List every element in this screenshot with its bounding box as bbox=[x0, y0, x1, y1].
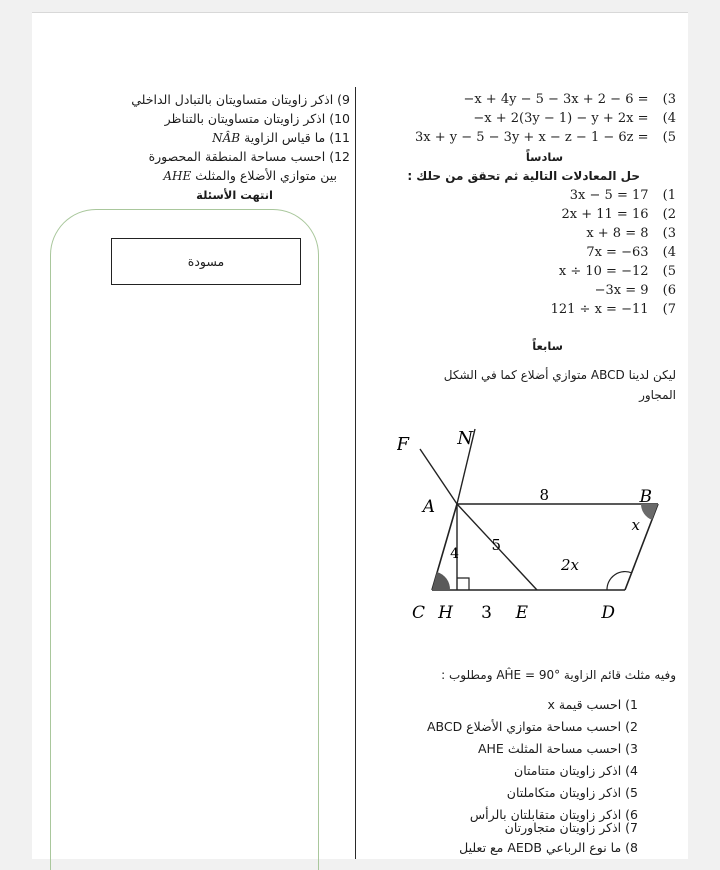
left-column bbox=[32, 12, 355, 859]
question-number: 11) bbox=[329, 130, 350, 145]
section-6-instruction: حل المعادلات التالية ثم تحقق من حلك : bbox=[407, 169, 640, 183]
task-1 bbox=[548, 697, 638, 713]
equation-expression: −3x = 9 bbox=[594, 283, 649, 298]
task-number: 4) bbox=[625, 763, 638, 778]
question-10 bbox=[165, 111, 350, 127]
label-side-8: 8 bbox=[539, 486, 549, 504]
question-text: بين متوازي الأضلاع والمثلث bbox=[195, 168, 337, 183]
task-7 bbox=[505, 820, 638, 836]
task-text: اذكر زاويتان متقابلتان بالرأس bbox=[469, 807, 622, 822]
equation-3 bbox=[586, 226, 676, 242]
label-angle-x: x bbox=[631, 516, 640, 534]
worksheet-page bbox=[32, 12, 688, 859]
equation-expression: 121 ÷ x = −11 bbox=[550, 302, 649, 317]
equation-number: (4 bbox=[662, 245, 676, 260]
equation-number: (3 bbox=[662, 226, 676, 241]
equation-expression: −x + 4y − 5 − 3x + 2 − 6 = bbox=[463, 92, 649, 107]
equation-1 bbox=[570, 188, 676, 204]
label-side-3: 3 bbox=[481, 603, 492, 623]
label-b: B bbox=[639, 487, 652, 507]
task-number: 8) bbox=[625, 840, 638, 855]
equation-expression: 7x = −63 bbox=[586, 245, 649, 260]
question-text: اذكر زاويتان متساويتان بالتناظر bbox=[164, 111, 326, 126]
task-4 bbox=[514, 763, 638, 779]
angle-symbol: NÂB bbox=[212, 131, 241, 145]
column-divider bbox=[355, 87, 356, 859]
task-text: ما نوع الرباعي AEDB مع تعليل bbox=[459, 840, 622, 855]
parallelogram-intro: ليكن لدينا ABCD متوازي أضلاع كما في الشكل bbox=[443, 368, 676, 382]
task-2 bbox=[427, 719, 638, 735]
label-h: H bbox=[438, 603, 453, 623]
question-text: اذكر زاويتان متساويتان بالتبادل الداخلي bbox=[131, 92, 334, 107]
task-8 bbox=[459, 840, 638, 856]
section-6-title: سادساً bbox=[525, 150, 563, 164]
label-n: N bbox=[457, 428, 473, 449]
parallelogram-intro-continued: المجاور bbox=[639, 388, 676, 402]
triangle-symbol: AHE bbox=[163, 169, 192, 183]
label-d: D bbox=[601, 603, 615, 623]
label-side-5: 5 bbox=[491, 536, 501, 554]
question-11 bbox=[212, 130, 350, 146]
equation-expression: 2x + 11 = 16 bbox=[561, 207, 649, 222]
equation-expression: 3x − 5 = 17 bbox=[569, 188, 649, 203]
task-text: احسب قيمة x bbox=[547, 697, 622, 712]
question-text: ما قياس الزاوية bbox=[244, 130, 326, 145]
angle-c-shade bbox=[432, 572, 450, 590]
equation-expression: x + 8 = 8 bbox=[586, 226, 649, 241]
equation-7 bbox=[551, 302, 676, 318]
top-equation-5 bbox=[415, 130, 676, 146]
equation-number: (3 bbox=[662, 92, 676, 107]
right-angle-mark bbox=[457, 578, 469, 590]
label-side-4: 4 bbox=[450, 546, 459, 562]
equation-6 bbox=[595, 283, 676, 299]
task-text: احسب مساحة متوازي الأضلاع ABCD bbox=[426, 719, 622, 734]
question-number: 12) bbox=[329, 149, 350, 164]
draft-label: مسودة bbox=[187, 254, 225, 269]
equation-expression: x ÷ 10 = −12 bbox=[558, 264, 649, 279]
question-number: 9) bbox=[337, 92, 350, 107]
task-number: 5) bbox=[625, 785, 638, 800]
equation-2 bbox=[562, 207, 677, 223]
task-number: 2) bbox=[625, 719, 638, 734]
equation-5 bbox=[559, 264, 676, 280]
question-number: 10) bbox=[329, 111, 350, 126]
equation-4 bbox=[586, 245, 676, 261]
task-number: 1) bbox=[625, 697, 638, 712]
label-e: E bbox=[515, 603, 528, 623]
section-7-title: سابعاً bbox=[532, 339, 563, 353]
question-text: احسب مساحة المنطقة المحصورة bbox=[148, 149, 326, 164]
task-5 bbox=[507, 785, 638, 801]
draft-label-box bbox=[111, 238, 301, 285]
task-number: 6) bbox=[625, 807, 638, 822]
top-equation-3 bbox=[463, 92, 676, 108]
task-text: احسب مساحة المثلث AHE bbox=[477, 741, 622, 756]
right-column bbox=[357, 12, 688, 859]
task-text: اذكر زاويتان متجاورتان bbox=[504, 820, 622, 835]
ray-af bbox=[420, 449, 457, 504]
end-of-questions: انتهت الأسئلة bbox=[196, 188, 273, 202]
task-text: اذكر زاويتان متتامتان bbox=[514, 763, 622, 778]
label-f: F bbox=[397, 434, 409, 455]
equation-number: (7 bbox=[662, 302, 676, 317]
equation-number: (2 bbox=[662, 207, 676, 222]
task-number: 7) bbox=[625, 820, 638, 835]
label-angle-2x: 2x bbox=[560, 556, 579, 574]
equation-expression: 3x + y − 5 − 3y + x − z − 1 − 6z = bbox=[414, 130, 649, 145]
equation-number: (5 bbox=[662, 130, 676, 145]
top-equation-4 bbox=[473, 111, 676, 127]
task-text: اذكر زاويتان متكاملتان bbox=[506, 785, 622, 800]
task-number: 3) bbox=[625, 741, 638, 756]
equation-number: (6 bbox=[662, 283, 676, 298]
question-9 bbox=[131, 92, 350, 108]
question-12 bbox=[149, 149, 350, 165]
label-a: A bbox=[422, 497, 435, 517]
equation-expression: −x + 2(3y − 1) − y + 2x = bbox=[473, 111, 649, 126]
given-statement: وفيه مثلث قائم الزاوية AĤE = 90° ومطلوب : bbox=[441, 668, 676, 682]
draft-panel bbox=[50, 209, 319, 870]
equation-number: (4 bbox=[662, 111, 676, 126]
equation-number: (5 bbox=[662, 264, 676, 279]
task-3 bbox=[478, 741, 638, 757]
parallelogram-figure bbox=[397, 420, 687, 632]
equation-number: (1 bbox=[662, 188, 676, 203]
label-c: C bbox=[411, 603, 425, 623]
question-12-continued bbox=[163, 168, 337, 184]
